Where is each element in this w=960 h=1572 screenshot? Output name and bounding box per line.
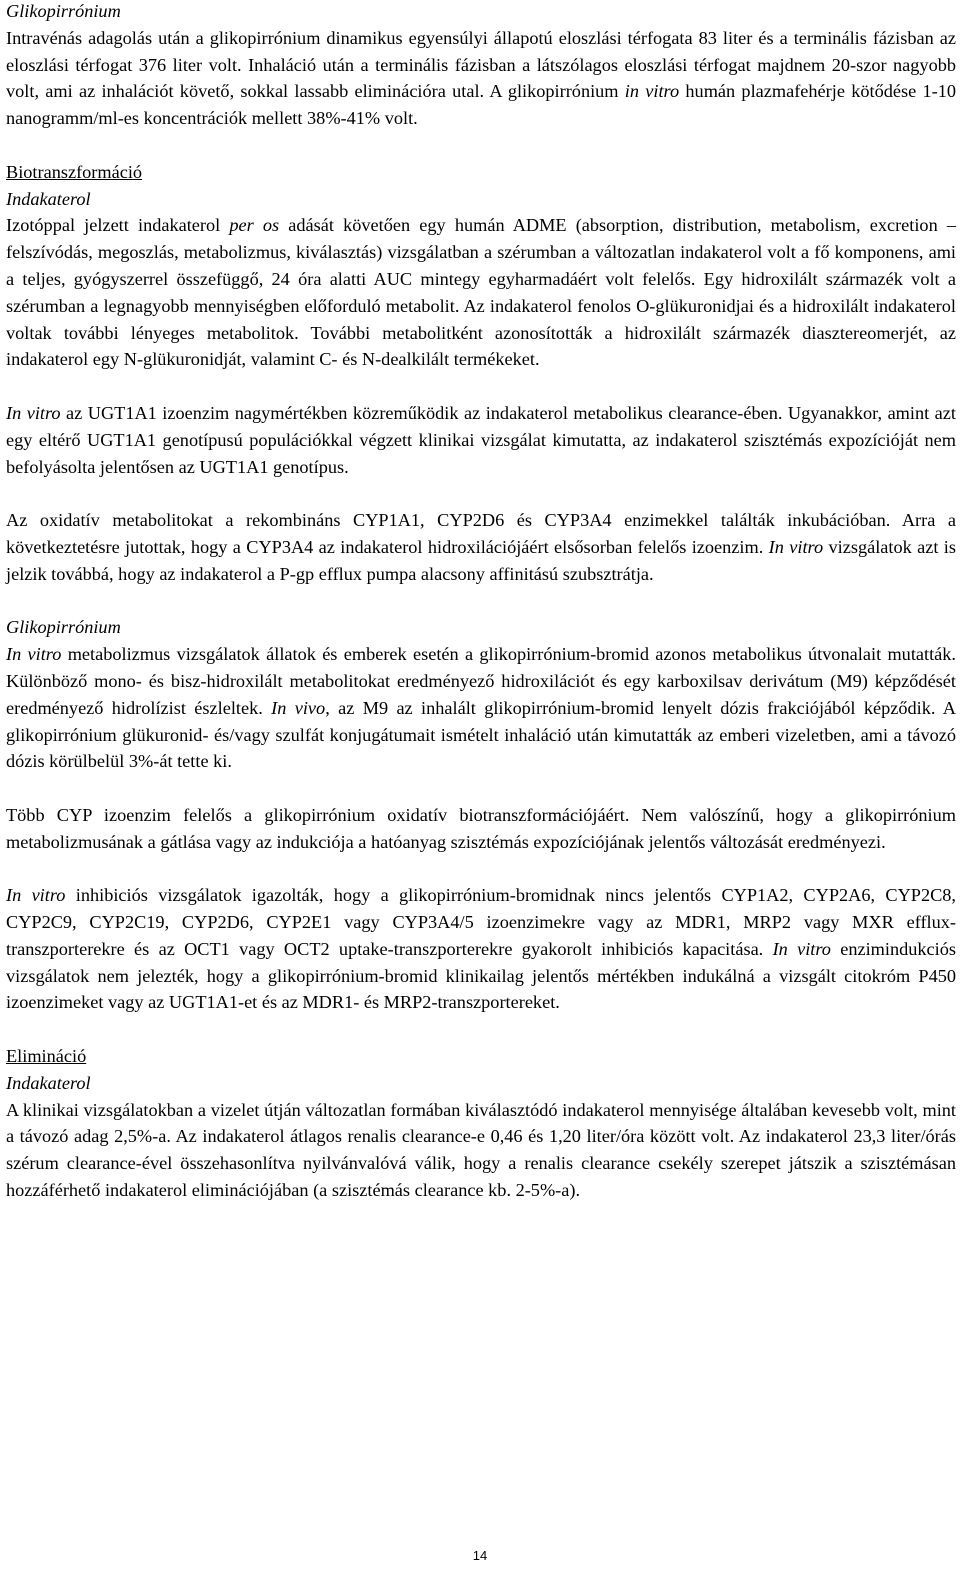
section-heading-elimination: Elimináció [6,1046,87,1067]
text-run: inhibiciós vizsgálatok igazolták, hogy a glikopirrónium-bromidnak nincs jelentős CYP1A2, CYP2A6, CYP2C8, CYP2C9, CYP2C19, CYP2D6, CYP2E1 vagy CYP3A4/5 izoenzimekre vagy az MDR1, MRP2 vagy MXR efflux-transzporterekre és az OCT1 vagy OCT2 uptake-transzporterekre gyakorolt inhibiciós kapacitása. [6,885,956,959]
paragraph-gap [6,373,956,400]
text-run-italic: In vitro [6,885,66,906]
paragraph-glyco-metabolism [6,641,956,775]
text-run: adását követően egy humán ADME (absorption, distribution, metabolism, excretion – felszívódás, megoszlás, metabolizmus, kiválasztás) vizsgálatban a szérumban a változatlan indakaterol volt a fő komponens, ami a teljes, gyógyszerrel összefüggő, 24 óra alatti AUC mintegy egyharmadáért volt felelős. Egy hidroxilált származék volt a szérumban a legnagyobb mennyiségben előforduló metabolit. Az indakaterol fenolos O-glükuronidjai és a hidroxilált indakaterol voltak további lényeges metabolitok. További metabolitként azonosították a hidroxilált származék diasztereomerjét, az indakaterol egy N-glükuronidját, valamint C- és N-dealkilált termékeket. [6,215,957,370]
paragraph-gap [6,1016,956,1043]
paragraph-gap [6,132,956,159]
text-run-italic: In vivo [271,697,326,718]
section-heading-biotransformation: Biotranszformáció [6,161,143,182]
paragraph-oxidative-metabolites [6,507,956,587]
text-run: Az oxidatív metabolitokat a rekombináns CYP1A1, CYP2D6 és CYP3A4 enzimekkel találták inkubációban. Arra a következtetésre jutottak, hogy a CYP3A4 az indakaterol hidroxilációjáért elsősorban felelős izoenzim. [6,510,956,557]
text-run: , az M9 az inhalált glikopirrónium-bromid lenyelt dózis frakciójából képződik. A glikopirrónium glükuronid- és/vagy szulfát konjugátumait ismételt inhaláció után kimutatták az emberi vizeletben, ami a távozó dózis körülbelül 3%-át tette ki. [6,697,956,772]
text-run: az UGT1A1 izoenzim nagymértékben közreműködik az indakaterol metabolikus clearance-ében. Ugyanakkor, amint azt egy eltérő UGT1A1 genotípusú populációkkal végzett klinikai vizsgálat kimutatta, az indakaterol szisztémás expozícióját nem befolyásolta jelentősen az UGT1A1 genotípus. [6,402,956,477]
document-page [6,0,956,1204]
paragraph-gap [6,588,956,615]
paragraph-adme [6,212,956,373]
text-run-italic: in vitro [624,81,680,102]
text-run: Izotóppal jelzett indakaterol [6,215,230,236]
text-run-italic: In vitro [6,402,61,423]
text-run-italic: In vitro [768,536,824,557]
paragraph-ugt1a1 [6,400,956,480]
paragraph-renal-clearance: A klinikai vizsgálatokban a vizelet útján változatlan formában kiválasztódó indakaterol mennyisége általában kevesebb volt, mint a távozó adag 2,5%-a. Az indakaterol átlagos renalis clearance-e 0,46 és 1,20 liter/óra között volt. Az indakaterol 23,3 liter/órás szérum clearance-ével összehasonlítva nyilvánvalóvá válik, hogy a renalis clearance csekély szerepet játszik a szisztémásan hozzáférhető indakaterol eliminációjában (a szisztémás clearance kb. 2-5%-a). [6,1099,956,1201]
page-number: 14 [472,1548,488,1563]
subheading-indacaterol: Indakaterol [6,188,91,209]
text-run: Intravénás adagolás után a glikopirrónium dinamikus egyensúlyi állapotú eloszlási térfogata 83 liter és a terminális fázisban az eloszlási térfogat 376 liter volt. Inhaláció után a terminális fázisban a látszólagos eloszlási térfogat majdnem 20-szor nagyobb volt, ami az inhalációt követő, sokkal lassabb eliminációra utal. A glikopirrónium [6,27,956,102]
subheading-glycopyrronium: Glikopirrónium [6,617,121,638]
section-heading-glycopyrronium: Glikopirrónium [6,1,121,21]
paragraph-distribution [6,25,956,132]
text-run: enzimindukciós vizsgálatok nem jelezték, hogy a glikopirrónium-bromid klinikailag jelentős mértékben indukálná a vizsgált citokróm P450 izoenzimeket vagy az UGT1A1-et és az MDR1- és MRP2-transzportereket. [6,938,956,1013]
text-run: humán plazmafehérje kötődése 1-10 nanogramm/ml-es koncentrációk mellett 38%-41% volt. [6,81,956,129]
subheading-indacaterol: Indakaterol [6,1072,91,1093]
paragraph-gap [6,856,956,883]
paragraph-inhibition [6,882,956,1016]
text-run-italic: per os [229,215,280,236]
text-run-italic: In vitro [772,938,831,959]
paragraph-gap [6,480,956,507]
paragraph-cyp-isoenzymes: Több CYP izoenzim felelős a glikopirrónium oxidatív biotranszformációjáért. Nem valószínű, hogy a glikopirrónium metabolizmusának a gátlása vagy az indukciója a hatóanyag szisztémás expozíciójának jelentős változását eredményezi. [6,804,956,852]
text-run-italic: In vitro [6,644,62,665]
paragraph-gap [6,775,956,802]
text-run: vizsgálatok azt is jelzik továbbá, hogy az indakaterol a P-gp efflux pumpa alacsony affinitású szubsztrátja. [6,536,956,584]
text-run: metabolizmus vizsgálatok állatok és emberek esetén a glikopirrónium-bromid azonos metabolikus útvonalait mutatták. Különböző mono- és bisz-hidroxilált metabolitokat eredményező hidroxilációt és egy karboxilsav derivátum (M9) képződését eredményező hidrolízist észleltek. [6,644,956,718]
